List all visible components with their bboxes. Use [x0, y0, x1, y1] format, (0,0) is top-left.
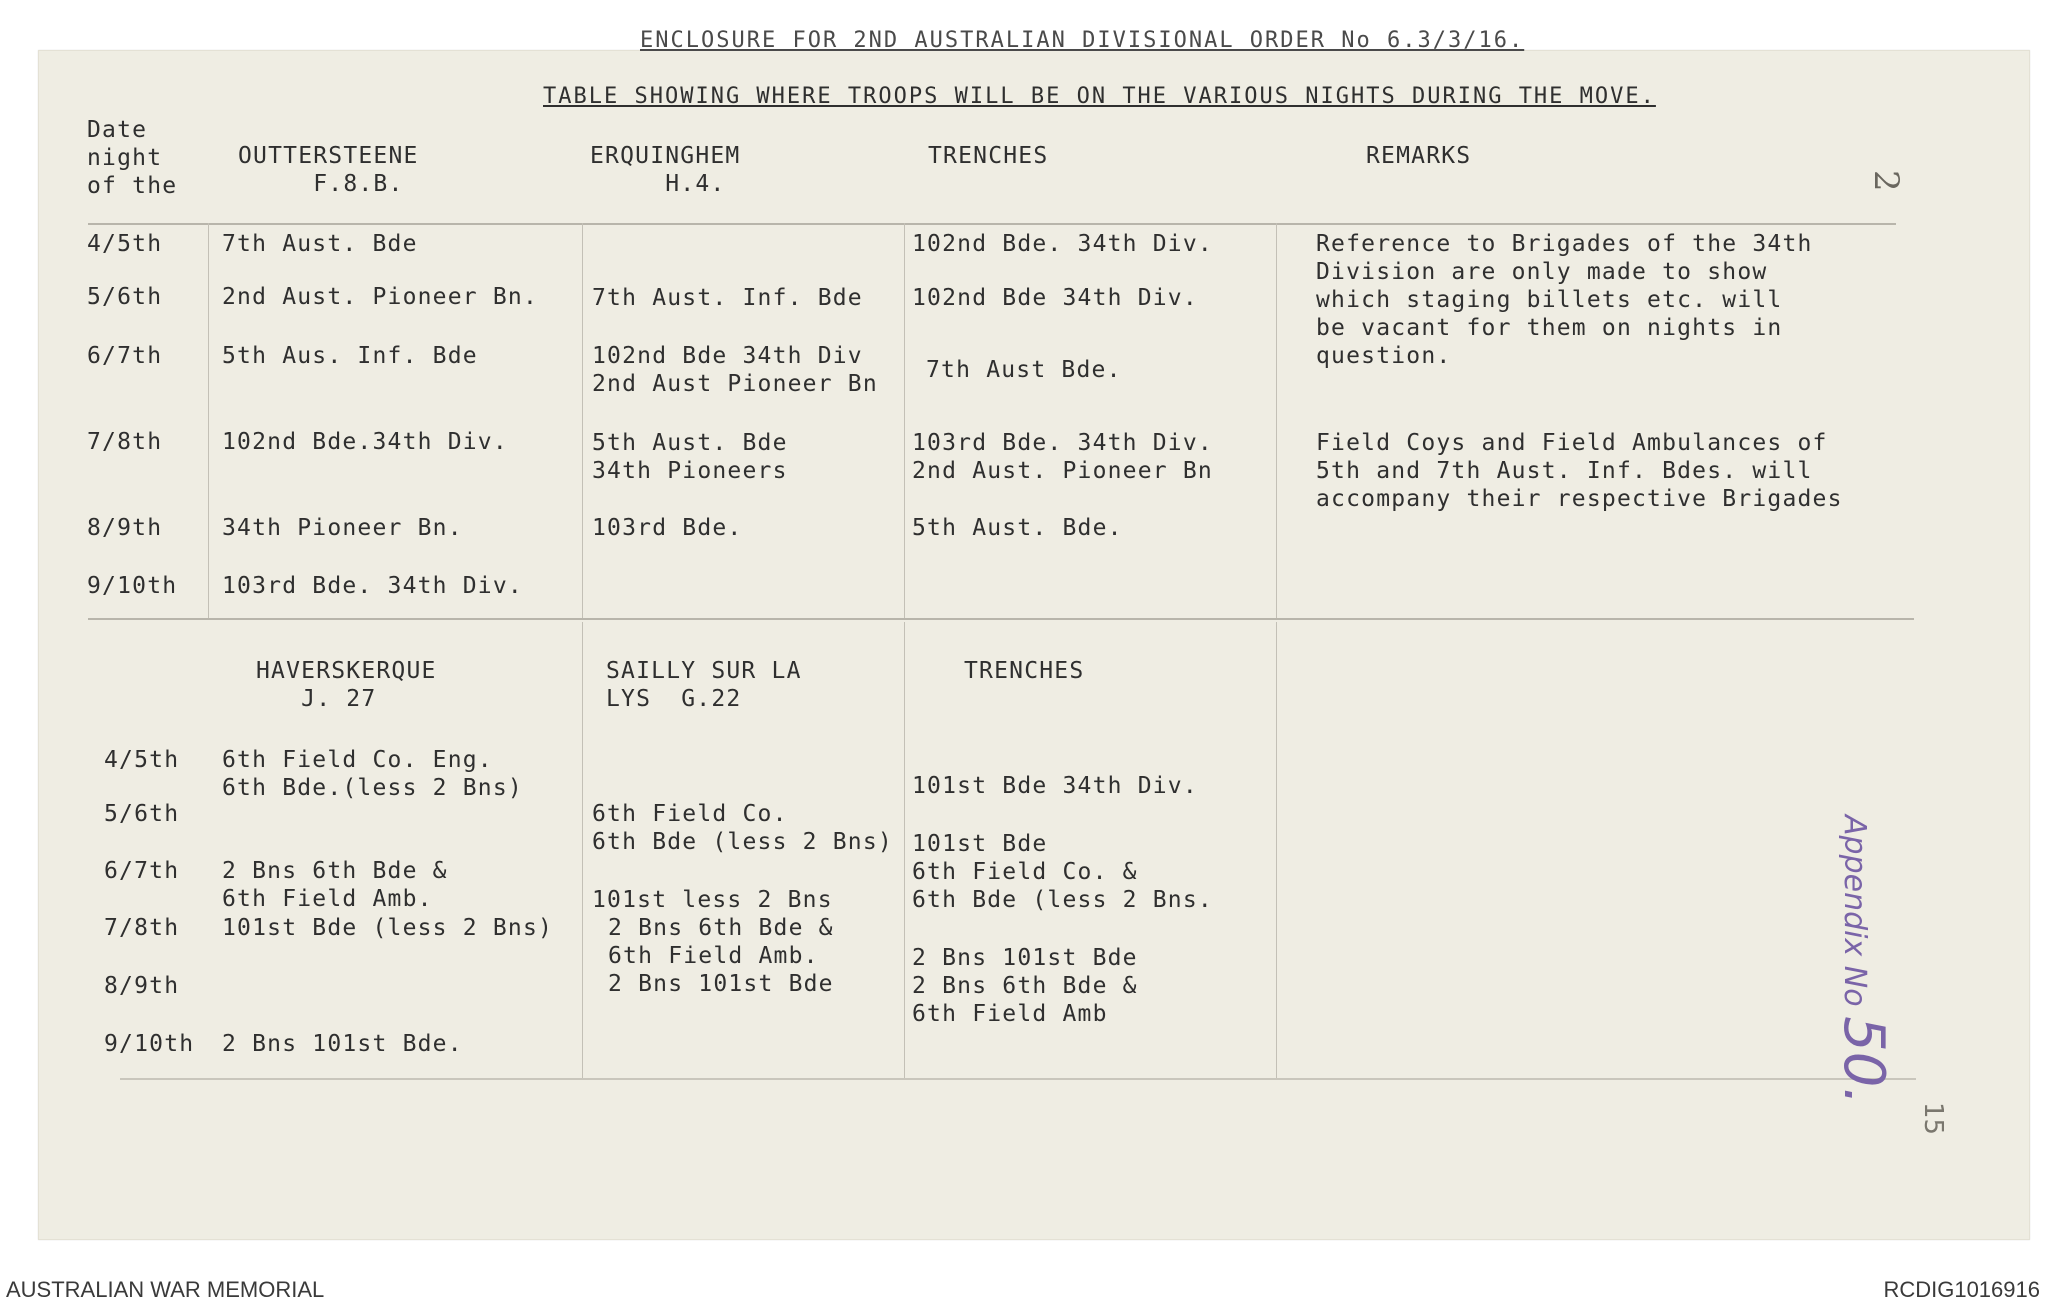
table-cell: 6th Field Co. 6th Bde (less 2 Bns)	[592, 801, 893, 855]
footer-record-id: RCDIG1016916	[1883, 1277, 2040, 1302]
table-cell: 7th Aust Bde.	[926, 357, 1122, 383]
table-cell: 2 Bns 101st Bde 2 Bns 6th Bde & 6th Field Amb	[912, 945, 1138, 1027]
table-row-date: 8/9th	[87, 515, 163, 541]
column-header-trenches-2: TRENCHES	[964, 658, 1085, 684]
folio-number: 15	[1918, 1102, 1948, 1136]
table-cell: 103rd Bde. 34th Div. 2nd Aust. Pioneer Bn	[912, 430, 1213, 484]
page-number: 2	[1866, 170, 1906, 192]
table-cell: 101st less 2 Bns	[592, 887, 833, 913]
table-cell: 102nd Bde. 34th Div.	[912, 231, 1213, 257]
table-separator-rule	[88, 618, 1914, 620]
table-cell: 6th Field Co. Eng. 6th Bde.(less 2 Bns)	[222, 747, 523, 801]
document-header: ENCLOSURE FOR 2ND AUSTRALIAN DIVISIONAL ORDER No 6.3/3/16.	[640, 28, 1525, 53]
table-cell: 5th Aust. Bde 34th Pioneers	[592, 430, 788, 484]
table1-divider-2	[582, 223, 583, 618]
table-cell: 103rd Bde. 34th Div.	[222, 573, 523, 599]
table-row-date: 6/7th	[104, 858, 180, 884]
appendix-label: Appendix No	[1837, 815, 1872, 1007]
table-cell: 101st Bde 6th Field Co. & 6th Bde (less 2 Bns.	[912, 831, 1213, 913]
table-row-date: 4/5th	[87, 231, 163, 257]
table-cell: 5th Aus. Inf. Bde	[222, 343, 478, 369]
table-cell: 7th Aust. Inf. Bde	[592, 285, 863, 311]
column-header-remarks: REMARKS	[1366, 143, 1472, 169]
column-header-haverskerque: HAVERSKERQUE J. 27	[256, 658, 437, 712]
table1-divider-3	[904, 223, 905, 618]
table-cell: 102nd Bde.34th Div.	[222, 429, 508, 455]
column-header-erquinghem: ERQUINGHEM H.4.	[590, 143, 741, 197]
table-title: TABLE SHOWING WHERE TROOPS WILL BE ON THE VARIOUS NIGHTS DURING THE MOVE.	[543, 84, 1656, 109]
table-cell: 34th Pioneer Bn.	[222, 515, 463, 541]
table-cell: 103rd Bde.	[592, 515, 743, 541]
table-row-date: 7/8th	[104, 915, 180, 941]
table-row-date: 7/8th	[87, 429, 163, 455]
table-row-date: 6/7th	[87, 343, 163, 369]
table1-header-rule	[88, 223, 1896, 225]
table-row-date: 5/6th	[87, 284, 163, 310]
table-row-date: 9/10th	[104, 1031, 195, 1057]
table-cell: 2nd Aust. Pioneer Bn.	[222, 284, 538, 310]
table2-bottom-rule	[120, 1078, 1916, 1080]
table-cell: 102nd Bde 34th Div 2nd Aust Pioneer Bn	[592, 343, 878, 397]
date-column-header: Date night of the	[87, 117, 178, 199]
table-cell: 2 Bns 6th Bde & 6th Field Amb.	[222, 858, 448, 912]
column-header-outtersteene: OUTTERSTEENE F.8.B.	[238, 143, 419, 197]
table-row-date: 8/9th	[104, 973, 180, 999]
table-cell: 2 Bns 6th Bde & 6th Field Amb. 2 Bns 101st Bde	[608, 915, 834, 997]
table1-divider-4	[1276, 223, 1277, 618]
table1-divider-1	[208, 223, 209, 618]
table-cell: 2 Bns 101st Bde.	[222, 1031, 463, 1057]
footer-institution: AUSTRALIAN WAR MEMORIAL	[6, 1277, 325, 1302]
table2-divider-3	[1276, 622, 1277, 1078]
table-row-date: 4/5th	[104, 747, 180, 773]
table-cell: 7th Aust. Bde	[222, 231, 418, 257]
column-header-trenches: TRENCHES	[928, 143, 1049, 169]
appendix-number: 50.	[1831, 1016, 1896, 1106]
table2-divider-2	[904, 622, 905, 1078]
table-cell: 101st Bde (less 2 Bns)	[222, 915, 554, 941]
document-sheet	[38, 50, 2030, 1240]
table-row-date: 5/6th	[104, 801, 180, 827]
column-header-sailly-sur-la-lys: SAILLY SUR LA LYS G.22	[606, 658, 802, 712]
table2-divider-1	[582, 622, 583, 1078]
table-cell: 102nd Bde 34th Div.	[912, 285, 1198, 311]
table-cell: 5th Aust. Bde.	[912, 515, 1123, 541]
remark-field-coys: Field Coys and Field Ambulances of 5th and 7th Aust. Inf. Bdes. will accompany their respective Brigades	[1316, 430, 1843, 512]
remark-brigades: Reference to Brigades of the 34th Division are only made to show which staging billets etc. will be vacant for them on nights in question.	[1316, 231, 1813, 369]
table-row-date: 9/10th	[87, 573, 178, 599]
appendix-stamp	[1831, 815, 1896, 1105]
table-cell: 101st Bde 34th Div.	[912, 773, 1198, 799]
